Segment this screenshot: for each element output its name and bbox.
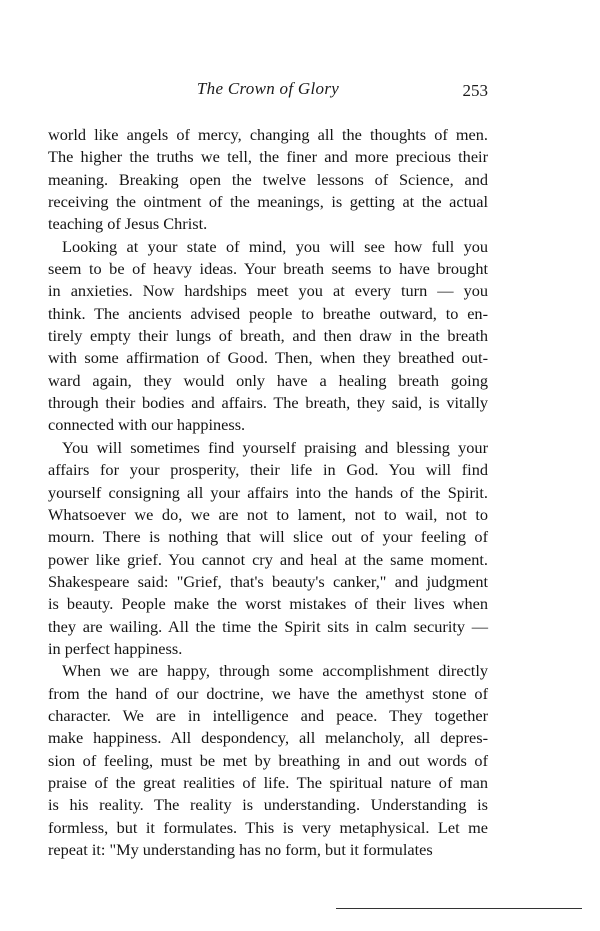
- text-line: mourn. There is nothing that will slice out of your feeling of: [48, 527, 488, 547]
- text-line: ward again, they would only have a healing breath going: [48, 370, 488, 390]
- text-line: tirely empty their lungs of breath, and then draw in the breath: [48, 326, 488, 346]
- text-line: The higher the truths we tell, the finer and more precious their: [48, 147, 488, 167]
- paragraph: [48, 124, 488, 236]
- text-line: sion of feeling, must be met by breathing in and out words of: [48, 750, 488, 770]
- text-line: When we are happy, through some accomplishment directly: [62, 661, 488, 681]
- page-number: 253: [462, 81, 488, 100]
- text-line: yourself consigning all your affairs into the hands of the Spirit.: [48, 482, 488, 502]
- text-line: from the hand of our doctrine, we have the amethyst stone of: [48, 683, 488, 703]
- text-line: think. The ancients advised people to breathe outward, to en-: [48, 303, 488, 323]
- text-line: character. We are in intelligence and peace. They together: [48, 705, 488, 725]
- text-line: repeat it: "My understanding has no form, but it formulates: [48, 840, 433, 859]
- text-line: is his reality. The reality is understanding. Understanding is: [48, 795, 488, 815]
- footer-rule: [336, 908, 582, 909]
- text-line: You will sometimes find yourself praising and blessing your: [62, 437, 488, 457]
- text-line: affairs for your prosperity, their life in God. You will find: [48, 460, 488, 480]
- running-head: [48, 79, 488, 103]
- paragraph: [48, 660, 488, 861]
- text-line: power like grief. You cannot cry and heal at the same moment.: [48, 549, 488, 569]
- body-text: [48, 124, 488, 861]
- text-line: teaching of Jesus Christ.: [48, 214, 208, 234]
- text-line: Looking at your state of mind, you will see how full you: [62, 236, 488, 256]
- paragraph: [48, 236, 488, 437]
- text-line: connected with our happiness.: [48, 415, 246, 435]
- text-line: in perfect happiness.: [48, 638, 183, 658]
- text-line: is beauty. People make the worst mistakes of their lives when: [48, 594, 488, 614]
- text-line: through their bodies and affairs. The breath, they said, is vitally: [48, 393, 488, 413]
- paragraph: [48, 437, 488, 660]
- text-line: praise of the great realities of life. The spiritual nature of man: [48, 772, 488, 792]
- text-line: seem to be of heavy ideas. Your breath seems to have brought: [48, 259, 488, 279]
- text-line: Whatsoever we do, we are not to lament, not to wail, not to: [48, 504, 488, 524]
- text-line: they are wailing. All the time the Spirit sits in calm security —: [48, 616, 488, 636]
- text-line: formless, but it formulates. This is very metaphysical. Let me: [48, 817, 488, 837]
- text-line: meaning. Breaking open the twelve lessons of Science, and: [48, 169, 488, 189]
- text-line: world like angels of mercy, changing all the thoughts of men.: [48, 125, 488, 144]
- running-title: The Crown of Glory: [196, 79, 340, 98]
- text-line: receiving the ointment of the meanings, is getting at the actual: [48, 192, 488, 212]
- text-line: with some affirmation of Good. Then, when they breathed out-: [48, 348, 488, 368]
- text-line: Shakespeare said: "Grief, that's beauty's canker," and judgment: [48, 571, 488, 591]
- text-line: in anxieties. Now hardships meet you at every turn — you: [48, 281, 488, 301]
- text-line: make happiness. All despondency, all melancholy, all depres-: [48, 728, 488, 748]
